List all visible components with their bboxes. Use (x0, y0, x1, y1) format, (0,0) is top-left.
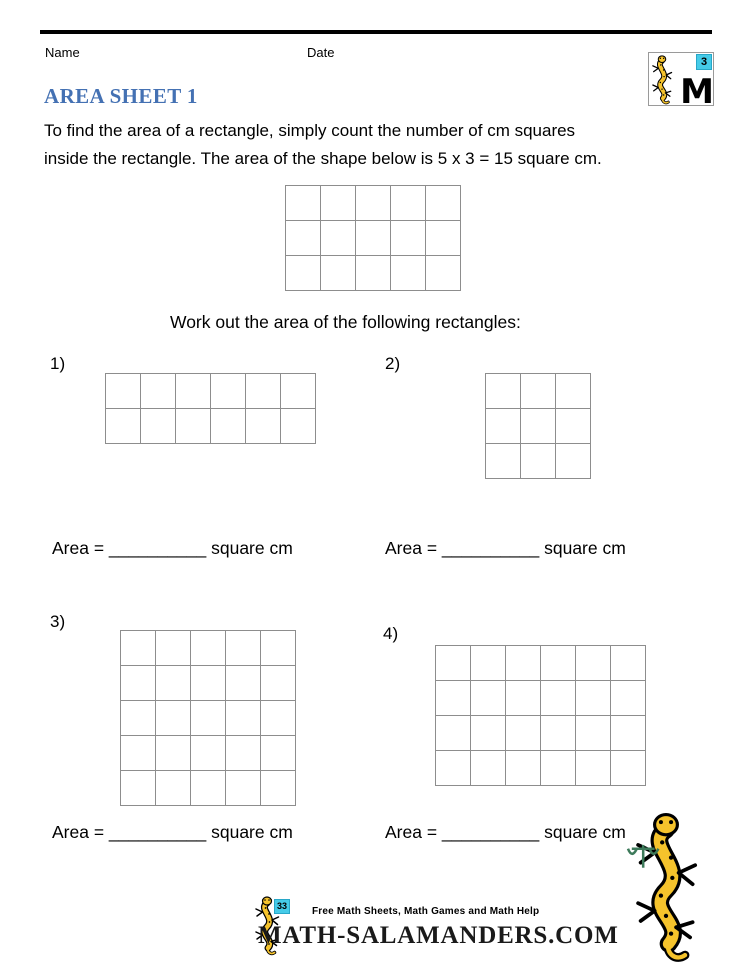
grid-cell (471, 716, 506, 751)
page-title: AREA SHEET 1 (44, 84, 198, 108)
grid-cell (486, 409, 521, 444)
grid-cell (611, 751, 646, 786)
grid-cell (556, 374, 591, 409)
grid-cell (121, 666, 156, 701)
grid-cell (506, 751, 541, 786)
problem-3-grid (120, 630, 296, 806)
grid-cell (436, 681, 471, 716)
grade-badge: 3 (696, 54, 712, 70)
grid-cell (226, 736, 261, 771)
grid-cell (426, 221, 461, 256)
grid-cell (541, 646, 576, 681)
grid-cell (576, 716, 611, 751)
grid-cell (391, 256, 426, 291)
grid-cell (611, 646, 646, 681)
grid-cell (226, 771, 261, 806)
grid-cell (506, 716, 541, 751)
grid-cell (541, 751, 576, 786)
instructions-line-1: To find the area of a rectangle, simply count the number of cm squares (44, 121, 576, 140)
problem-3-answer-line: Area = __________ square cm (52, 822, 293, 842)
grid-cell (261, 666, 296, 701)
grid-cell (191, 771, 226, 806)
grid-cell (391, 186, 426, 221)
problem-2-answer-line: Area = __________ square cm (385, 538, 626, 558)
grid-cell (541, 716, 576, 751)
grid-cell (436, 646, 471, 681)
grid-cell (486, 444, 521, 479)
grid-cell (321, 186, 356, 221)
grid-cell (521, 444, 556, 479)
grid-cell (121, 631, 156, 666)
grid-cell (556, 409, 591, 444)
grid-cell (521, 409, 556, 444)
grid-cell (141, 374, 176, 409)
grid-cell (321, 256, 356, 291)
grid-cell (611, 681, 646, 716)
grid-cell (521, 374, 556, 409)
grid-cell (576, 751, 611, 786)
corner-logo (648, 52, 714, 112)
grid-cell (261, 701, 296, 736)
grid-cell (471, 751, 506, 786)
problem-1-label: 1) (50, 354, 66, 373)
grid-cell (121, 736, 156, 771)
grid-cell (506, 646, 541, 681)
grid-cell (211, 374, 246, 409)
grid-cell (156, 666, 191, 701)
grid-cell (286, 221, 321, 256)
problem-4-grid (435, 645, 646, 786)
problem-1-answer-line: Area = __________ square cm (52, 538, 293, 558)
instructions-line-2: inside the rectangle. The area of the shape below is 5 x 3 = 15 square cm. (44, 149, 602, 168)
example-grid (285, 185, 461, 291)
grid-cell (156, 771, 191, 806)
grid-cell (246, 374, 281, 409)
footer-tagline: Free Math Sheets, Math Games and Math Help (312, 906, 540, 917)
problem-3-label: 3) (50, 612, 66, 631)
scales-icon (628, 845, 658, 868)
grid-cell (226, 701, 261, 736)
problem-1-grid (105, 373, 316, 444)
grid-cell (506, 681, 541, 716)
grid-cell (576, 646, 611, 681)
grid-cell (246, 409, 281, 444)
grid-cell (436, 716, 471, 751)
problem-4-answer-line: Area = __________ square cm (385, 822, 626, 842)
grid-cell (286, 256, 321, 291)
grid-cell (391, 221, 426, 256)
grid-cell (226, 631, 261, 666)
grid-cell (471, 681, 506, 716)
grid-cell (356, 256, 391, 291)
grid-cell (486, 374, 521, 409)
grid-cell (321, 221, 356, 256)
grid-cell (541, 681, 576, 716)
grid-cell (261, 771, 296, 806)
grid-cell (226, 666, 261, 701)
grid-cell (281, 374, 316, 409)
grid-cell (556, 444, 591, 479)
footer-badge: 33 (274, 899, 290, 914)
instructions (44, 117, 724, 173)
grid-cell (286, 186, 321, 221)
grid-cell (611, 716, 646, 751)
grid-cell (121, 701, 156, 736)
grid-cell (356, 221, 391, 256)
top-divider (40, 30, 712, 34)
grid-cell (191, 666, 226, 701)
grid-cell (106, 409, 141, 444)
name-label: Name (45, 45, 80, 60)
grid-cell (176, 409, 211, 444)
grid-cell (191, 631, 226, 666)
grid-cell (141, 409, 176, 444)
grid-cell (211, 409, 246, 444)
problem-2-grid (485, 373, 591, 479)
section-prompt: Work out the area of the following rectangles: (170, 312, 521, 332)
grid-cell (261, 736, 296, 771)
grid-cell (156, 631, 191, 666)
salamander-image (620, 812, 712, 964)
salamander-icon (649, 55, 675, 105)
grid-cell (471, 646, 506, 681)
grid-cell (156, 736, 191, 771)
grid-cell (436, 751, 471, 786)
grid-cell (356, 186, 391, 221)
monogram-m: M (680, 72, 711, 112)
grid-cell (106, 374, 141, 409)
grid-cell (576, 681, 611, 716)
date-label: Date (307, 45, 335, 60)
grid-cell (281, 409, 316, 444)
grid-cell (176, 374, 211, 409)
grid-cell (426, 256, 461, 291)
problem-2-label: 2) (385, 354, 401, 373)
grid-cell (191, 701, 226, 736)
footer-site-name: MATH-SALAMANDERS.COM (258, 922, 619, 949)
grid-cell (121, 771, 156, 806)
grid-cell (426, 186, 461, 221)
problem-4-label: 4) (383, 624, 399, 643)
grid-cell (156, 701, 191, 736)
grid-cell (191, 736, 226, 771)
grid-cell (261, 631, 296, 666)
